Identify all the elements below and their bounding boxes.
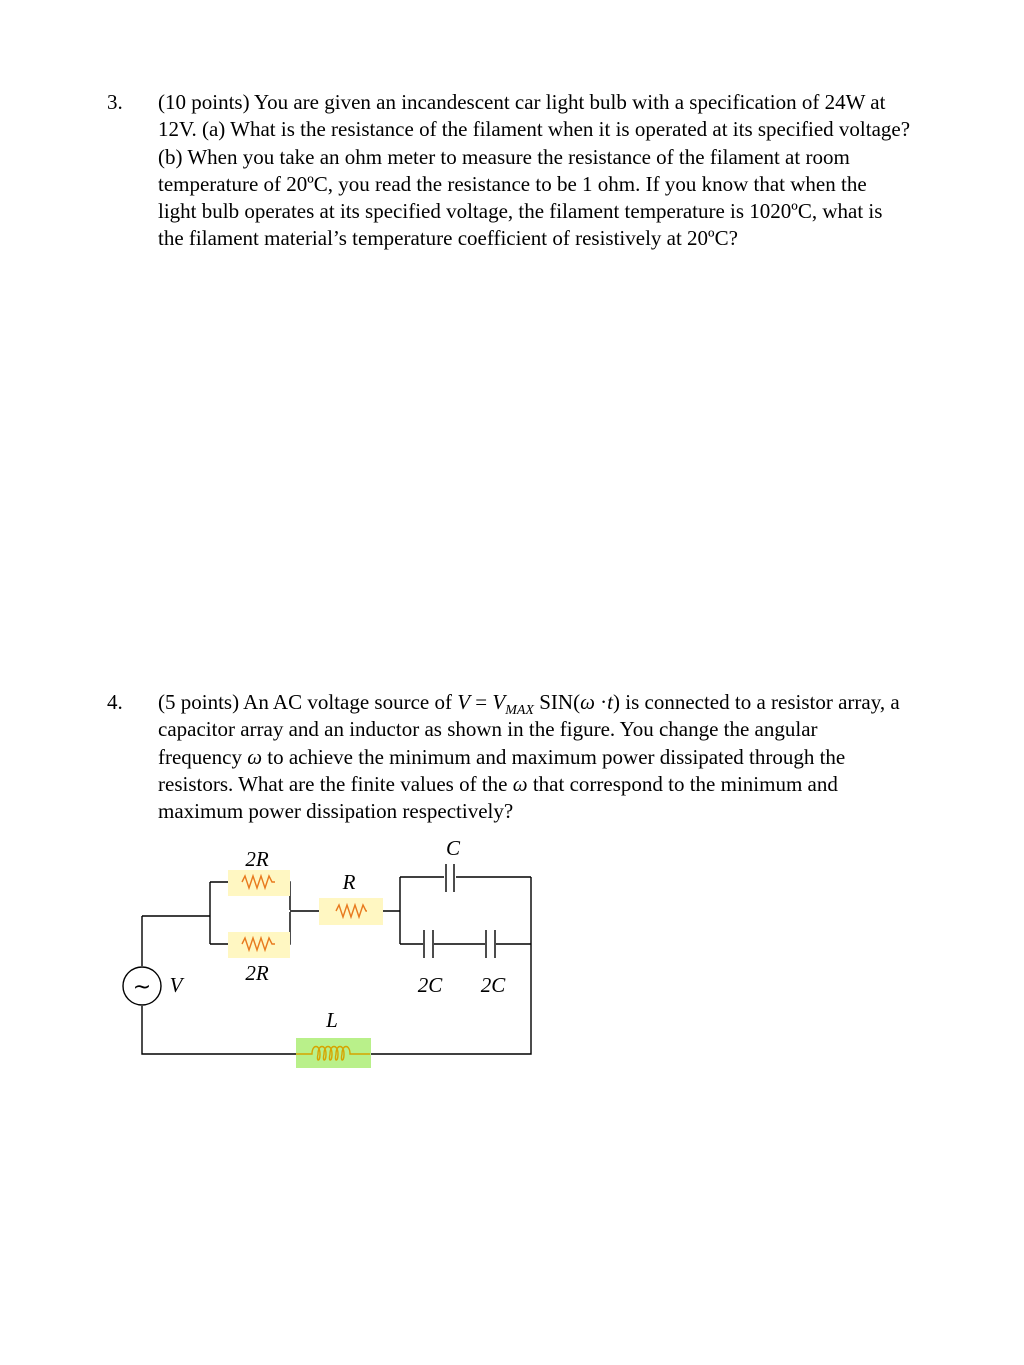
circuit-diagram: [0, 830, 600, 1080]
problem-number: 3.: [107, 90, 123, 114]
text-line: capacitor array and an inductor as shown in the figure. You change the angular: [158, 717, 818, 742]
text-segment: frequency: [158, 744, 248, 769]
text-segment: ) is connected to a resistor array, a: [613, 690, 900, 714]
text-line: [158, 771, 998, 798]
text-segment: resistors. What are the finite values of the: [158, 771, 513, 796]
inductor-highlight: [296, 1038, 371, 1068]
label-2c-left: 2C: [417, 973, 443, 997]
label-r: R: [342, 870, 356, 894]
text-segment: to achieve the minimum and maximum power dissipated through the: [262, 744, 846, 769]
math-symbol-omega: ω: [512, 771, 528, 796]
text-line: the filament material’s temperature coefficient of resistively at 20ºC?: [158, 226, 738, 251]
label-v: V: [169, 973, 183, 997]
math-symbol-v: V: [457, 690, 471, 714]
text-line: (b) When you take an ohm meter to measure the resistance of the filament at room: [158, 144, 850, 169]
math-symbol-vmax: V: [492, 690, 506, 714]
ac-source-symbol: ~: [132, 975, 152, 1000]
text-segment: ·: [594, 690, 608, 714]
math-symbol-t: t: [607, 690, 613, 714]
text-line: temperature of 20ºC, you read the resistance to be 1 ohm. If you know that when the: [158, 171, 867, 196]
math-subscript: MAX: [505, 703, 534, 718]
text-segment: =: [470, 690, 493, 714]
text-line: [158, 689, 998, 716]
text-line: maximum power dissipation respectively?: [158, 799, 514, 824]
label-2r-top: 2R: [245, 847, 269, 871]
text-line: light bulb operates at its specified voltage, the filament temperature is 1020ºC, what is: [158, 199, 883, 224]
label-c: C: [445, 836, 461, 860]
problem-text: [158, 89, 998, 253]
text-segment: SIN(: [533, 690, 581, 714]
wire: [142, 1006, 296, 1054]
label-2c-right: 2C: [480, 973, 506, 997]
text-line: 12V. (a) What is the resistance of the filament when it is operated at its specified voltage?: [158, 117, 911, 142]
math-symbol-omega: ω: [580, 690, 595, 714]
text-segment: (5 points) An AC voltage source of: [158, 690, 458, 714]
math-symbol-omega: ω: [247, 744, 263, 769]
text-segment: that correspond to the minimum and: [527, 771, 838, 796]
problem-number: 4.: [107, 690, 123, 714]
problem-text: [158, 689, 998, 825]
label-l: L: [326, 1008, 338, 1032]
text-line: [158, 744, 998, 771]
resistor-highlight: [319, 898, 383, 925]
label-2r-bottom: 2R: [245, 961, 269, 985]
wire: [370, 877, 531, 1054]
text-line: (10 points) You are given an incandescent car light bulb with a specification of 24W at: [158, 90, 886, 114]
